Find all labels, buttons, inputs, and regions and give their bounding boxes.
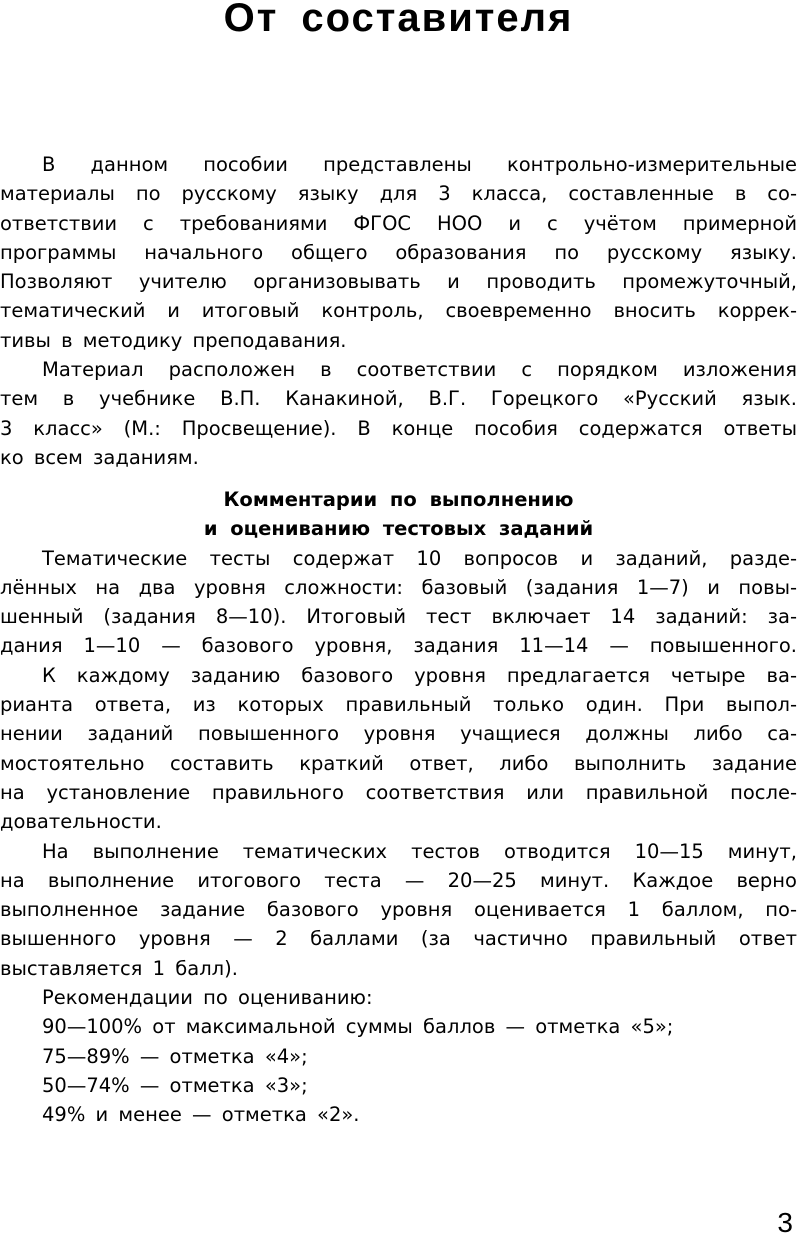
text-line: на установление правильного соответствия или правильной после- xyxy=(0,780,797,804)
text-line: Материал расположен в соответствии с порядком изложения xyxy=(42,358,797,382)
text-line: шенный (задания 8—10). Итоговый тест включает 14 заданий: за- xyxy=(0,605,797,629)
text-line: Тематические тесты содержат 10 вопросов и заданий, разде- xyxy=(42,546,797,570)
text-line: На выполнение тематических тестов отводится 10—15 минут, xyxy=(42,839,797,863)
text-line: 3 класс» (М.: Просвещение). В конце пособия содержатся ответы xyxy=(0,416,797,440)
text-line: тем в учебнике В.П. Канакиной, В.Г. Горецкого «Русский язык. xyxy=(0,387,797,411)
comments-section xyxy=(0,485,797,1130)
page-title: От составителя xyxy=(223,0,574,40)
text-line: К каждому заданию базового уровня предлагается четыре ва- xyxy=(42,663,797,687)
page-number: 3 xyxy=(777,1207,793,1238)
grading-item: 90—100% от максимальной суммы баллов — отметка «5»; xyxy=(42,1015,674,1039)
text-line: В данном пособии представлены контрольно-измерительные xyxy=(42,153,797,176)
text-line: довательности. xyxy=(0,810,162,834)
grading-item: 50—74% — отметка «3»; xyxy=(42,1073,308,1097)
text-line: тематический и итоговый контроль, своевременно вносить коррек- xyxy=(0,299,797,323)
text-line: мостоятельно составить краткий ответ, либо выполнить задание xyxy=(0,751,797,775)
text-line: вышенного уровня — 2 баллами (за частично правильный ответ xyxy=(0,927,797,951)
grading-label: Рекомендации по оцениванию: xyxy=(42,986,373,1010)
intro-section xyxy=(0,150,797,472)
text-line: выставляется 1 балл). xyxy=(0,956,238,980)
intro-paragraph-2 xyxy=(0,355,797,472)
text-line: выполненное задание базового уровня оценивается 1 баллом, по- xyxy=(0,898,797,922)
grading-item: 75—89% — отметка «4»; xyxy=(42,1044,308,1068)
section-paragraph-1 xyxy=(0,544,797,661)
text-line: материалы по русскому языку для 3 класса, составленные в со- xyxy=(0,182,797,206)
text-line: программы начального общего образования по русскому языку. xyxy=(0,240,797,264)
text-line: нении заданий повышенного уровня учащиеся должны либо са- xyxy=(0,722,797,746)
intro-paragraph-1 xyxy=(0,150,797,355)
text-line: ко всем заданиям. xyxy=(0,445,199,469)
text-line: на выполнение итогового теста — 20—25 минут. Каждое верно xyxy=(0,868,797,892)
text-line: Позволяют учителю организовывать и проводить промежуточный, xyxy=(0,270,797,294)
text-line: рианта ответа, из которых правильный только один. При выпол- xyxy=(0,693,797,717)
heading-line: Комментарии по выполнению xyxy=(223,488,574,511)
grading-item: 49% и менее — отметка «2». xyxy=(42,1103,360,1127)
section-paragraph-2 xyxy=(0,661,797,837)
text-line: ответствии с требованиями ФГОС НОО и с учётом примерной xyxy=(0,211,797,235)
text-line: тивы в методику преподавания. xyxy=(0,328,347,352)
text-line: лённых на два уровня сложности: базовый (задания 1—7) и повы- xyxy=(0,575,797,599)
text-line: дания 1—10 — базового уровня, задания 11—14 — повышенного. xyxy=(0,634,797,658)
grading-recommendations xyxy=(0,983,797,1129)
heading-line: и оцениванию тестовых заданий xyxy=(203,517,594,541)
section-heading xyxy=(0,485,797,544)
section-paragraph-3 xyxy=(0,837,797,983)
